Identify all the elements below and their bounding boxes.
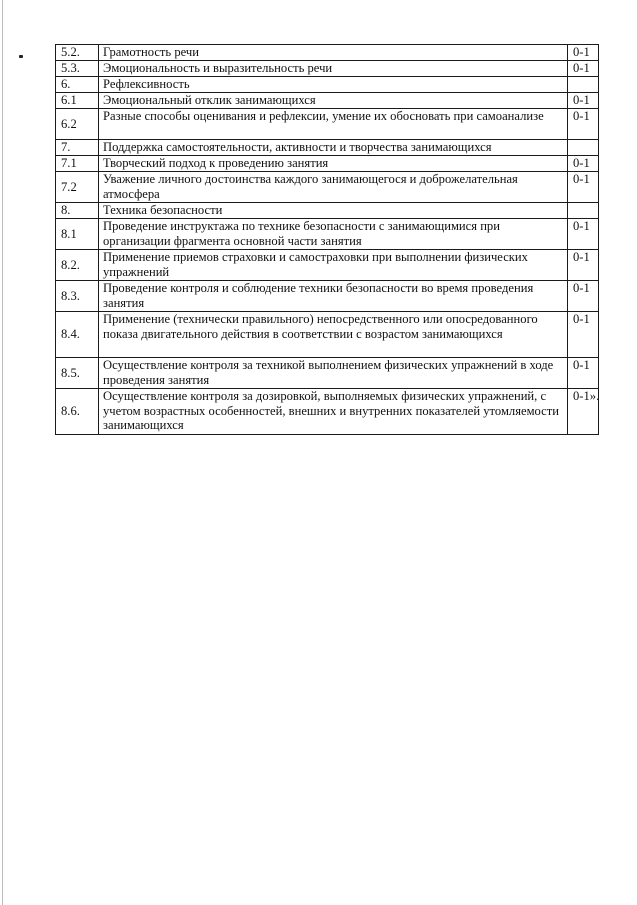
score-range: 0-1 (568, 219, 599, 250)
criterion-text: Уважение личного достоинства каждого занимающегося и доброжелательная атмосфера (99, 172, 568, 203)
row-number: 7.2 (56, 172, 99, 203)
criterion-text: Проведение контроля и соблюдение техники безопасности во время проведения занятия (99, 281, 568, 312)
score-range: 0-1 (568, 109, 599, 140)
criterion-text: Проведение инструктажа по технике безопасности с занимающимися при организации фрагмента основной части занятия (99, 219, 568, 250)
score-range: 0-1 (568, 45, 599, 61)
criterion-text: Поддержка самостоятельности, активности и творчества занимающихся (99, 140, 568, 156)
row-number: 8.3. (56, 281, 99, 312)
table-row (56, 219, 599, 250)
table-row (56, 172, 599, 203)
row-number: 6.2 (56, 109, 99, 140)
score-range: 0-1 (568, 61, 599, 77)
table-row (56, 140, 599, 156)
criterion-text: Эмоциональность и выразительность речи (99, 61, 568, 77)
table-row (56, 61, 599, 77)
table-row (56, 250, 599, 281)
score-range: 0-1 (568, 156, 599, 172)
criterion-text: Техника безопасности (99, 203, 568, 219)
row-number: 6. (56, 77, 99, 93)
table-row (56, 389, 599, 435)
table-row (56, 312, 599, 358)
criterion-text: Применение (технически правильного) непосредственного или опосредованного показа двигательного действия в соответствии с возрастом занимающихся (99, 312, 568, 358)
table-row (56, 93, 599, 109)
table-row (56, 281, 599, 312)
scan-mark (19, 55, 23, 58)
row-number: 8.4. (56, 312, 99, 358)
criterion-text: Осуществление контроля за техникой выполнением физических упражнений в ходе проведения занятия (99, 358, 568, 389)
criterion-text: Применение приемов страховки и самостраховки при выполнении физических упражнений (99, 250, 568, 281)
table-row (56, 77, 599, 93)
row-number: 8.2. (56, 250, 99, 281)
row-number: 8.1 (56, 219, 99, 250)
criterion-text: Грамотность речи (99, 45, 568, 61)
row-number: 7. (56, 140, 99, 156)
row-number: 8.5. (56, 358, 99, 389)
criterion-text: Эмоциональный отклик занимающихся (99, 93, 568, 109)
page-edge-left (2, 0, 3, 905)
criterion-text: Рефлексивность (99, 77, 568, 93)
score-range: 0-1». (568, 389, 599, 435)
score-range: 0-1 (568, 250, 599, 281)
table-row (56, 45, 599, 61)
row-number: 5.3. (56, 61, 99, 77)
row-number: 5.2. (56, 45, 99, 61)
score-range: 0-1 (568, 172, 599, 203)
score-range: 0-1 (568, 358, 599, 389)
score-range (568, 77, 599, 93)
table-row (56, 203, 599, 219)
criterion-text: Осуществление контроля за дозировкой, выполняемых физических упражнений, с учетом возрастных особенностей, внешних и внутренних показателей утомляемости занимающихся (99, 389, 568, 435)
row-number: 8. (56, 203, 99, 219)
score-range (568, 203, 599, 219)
score-range: 0-1 (568, 312, 599, 358)
criterion-text: Творческий подход к проведению занятия (99, 156, 568, 172)
table-row (56, 109, 599, 140)
table-row (56, 358, 599, 389)
score-range: 0-1 (568, 93, 599, 109)
criteria-table (55, 44, 599, 435)
table-row (56, 156, 599, 172)
score-range: 0-1 (568, 281, 599, 312)
row-number: 8.6. (56, 389, 99, 435)
row-number: 7.1 (56, 156, 99, 172)
row-number: 6.1 (56, 93, 99, 109)
score-range (568, 140, 599, 156)
criterion-text: Разные способы оценивания и рефлексии, умение их обосновать при самоанализе (99, 109, 568, 140)
criteria-table-body (56, 45, 599, 435)
